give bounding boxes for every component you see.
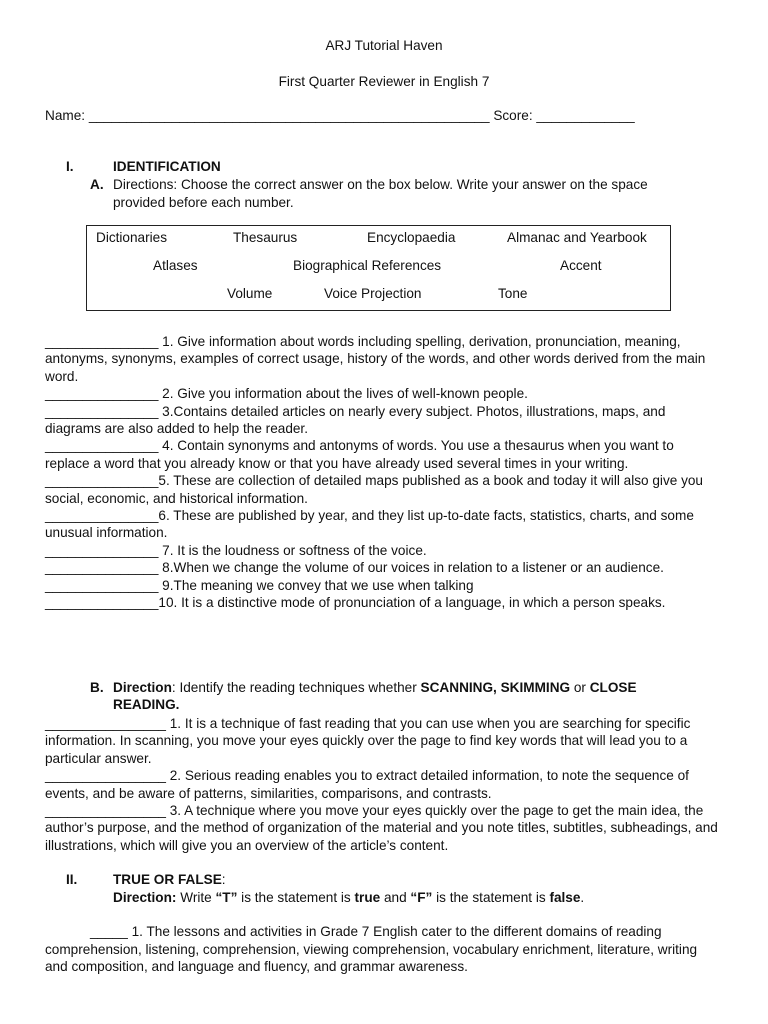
item-text: 7. It is the loudness or softness of the voice. <box>158 542 427 558</box>
list-item <box>45 385 717 402</box>
item-text: 6. These are published by year, and they list up-to-date facts, statistics, charts, and some unusual information. <box>45 508 694 541</box>
choice-item: Dictionaries <box>96 230 168 245</box>
dir-text: Write <box>176 890 216 905</box>
dir-text: and <box>380 890 411 905</box>
item-text: 2. Serious reading enables you to extract detailed information, to note the sequence of events, and be aware of patterns, similarities, comparisons, and contrasts. <box>45 768 689 801</box>
choice-item: Encyclopaedia <box>367 230 456 245</box>
section2-heading: TRUE OR FALSE <box>113 872 222 887</box>
partB-direction-label: Direction <box>113 680 172 695</box>
item-text: 1. It is a technique of fast reading that you can use when you are searching for specific information. In scanning, you move your eyes quickly over the page to find key words that will lead you to a particular answer. <box>45 716 691 766</box>
list-item <box>45 559 717 576</box>
choice-item: Accent <box>560 258 602 273</box>
partB-or: or <box>570 680 590 695</box>
list-item <box>45 577 717 594</box>
item-text: 8.When we change the volume of our voices in relation to a listener or an audience. <box>158 560 664 576</box>
item-text: 10. It is a distinctive mode of pronunciation of a language, in which a person speaks. <box>158 595 666 611</box>
partA-directions-line1: Directions: Choose the correct answer on the box below. Write your answer on the space <box>113 177 648 192</box>
name-score-row <box>45 108 635 123</box>
true-word: true <box>354 890 381 905</box>
partA-letter: A. <box>90 177 104 192</box>
section2-heading-row <box>113 872 226 887</box>
item-text: 3. A technique where you move your eyes quickly over the page to get the main idea, the author’s purpose, and the method of organization of the material and you note titles, subtitles, subheadings, and illustrations, which will give you an overview of the article’s content. <box>45 803 718 853</box>
section2-colon: : <box>221 872 226 887</box>
choice-item: Voice Projection <box>324 286 422 301</box>
answer-blank[interactable]: _______________ <box>45 560 159 576</box>
answer-blank[interactable]: _______________ <box>45 403 159 419</box>
dir-text: . <box>580 890 585 905</box>
partB-option-scanning-skimming: SCANNING, SKIMMING <box>420 680 571 695</box>
answer-blank[interactable]: _______________ <box>45 577 159 593</box>
org-name: ARJ Tutorial Haven <box>325 38 443 53</box>
item-text: 3.Contains detailed articles on nearly every subject. Photos, illustrations, maps, and diagrams are also added to help the reader. <box>45 403 666 437</box>
answer-blank[interactable]: ________________ <box>45 716 166 731</box>
partA-directions-line2: provided before each number. <box>113 195 294 210</box>
list-item <box>45 437 717 472</box>
item-text: 1. Give information about words including spelling, derivation, pronunciation, meaning, antonyms, synonyms, examples of correct usage, history of the words, and other words derived from the main word. <box>45 334 706 384</box>
answer-blank[interactable]: _______________ <box>45 438 159 454</box>
answer-blank[interactable]: _______________ <box>45 334 159 349</box>
section1-heading: IDENTIFICATION <box>113 159 221 174</box>
list-item <box>45 715 725 767</box>
answer-blank[interactable]: _______________ <box>45 473 159 489</box>
dir-text: is the statement is <box>237 890 355 905</box>
score-field[interactable]: _____________ <box>536 108 635 123</box>
answer-blank[interactable]: _____ <box>90 924 128 939</box>
section1-items <box>45 333 717 612</box>
score-label: Score: <box>493 108 533 123</box>
answer-blank[interactable]: _______________ <box>45 508 159 524</box>
item-text: 2. Give you information about the lives of well-known people. <box>158 386 528 402</box>
list-item <box>45 507 717 542</box>
list-item <box>45 333 717 385</box>
choice-item: Tone <box>498 286 528 301</box>
answer-blank[interactable]: _______________ <box>45 542 159 558</box>
choice-item: Atlases <box>153 258 198 273</box>
choice-item: Thesaurus <box>233 230 298 245</box>
false-code: “F” <box>410 890 433 905</box>
page-title: First Quarter Reviewer in English 7 <box>278 74 490 89</box>
list-item <box>45 767 725 802</box>
list-item <box>45 403 717 438</box>
section2-numeral: II. <box>66 872 78 887</box>
partB-directions <box>113 680 637 695</box>
choice-item: Volume <box>227 286 273 301</box>
tf-item <box>45 923 717 976</box>
partB-option-close: CLOSE <box>589 680 637 695</box>
section2-direction-label: Direction: <box>113 890 177 905</box>
false-word: false <box>549 890 581 905</box>
list-item <box>45 542 717 559</box>
choice-item: Almanac and Yearbook <box>507 230 647 245</box>
true-code: “T” <box>215 890 238 905</box>
item-text: 4. Contain synonyms and antonyms of words. You use a thesaurus when you want to replace a word that you already know or that you have already used several times in your writing. <box>45 438 674 471</box>
partB-option-reading: READING. <box>113 697 180 712</box>
list-item <box>45 802 725 854</box>
section2-directions <box>113 890 584 905</box>
item-text: 5. These are collection of detailed maps published as a book and today it will also give you social, economic, and historical information. <box>45 473 703 506</box>
answer-blank[interactable]: ________________ <box>45 768 166 784</box>
answer-blank[interactable]: _______________ <box>45 595 159 611</box>
item-text: 9.The meaning we convey that we use when talking <box>158 577 474 593</box>
answer-blank[interactable]: _______________ <box>45 386 159 402</box>
dir-text: is the statement is <box>432 890 550 905</box>
name-field[interactable]: _____________________________________________________ <box>88 108 490 123</box>
list-item <box>45 594 717 611</box>
answer-choices-box <box>86 225 671 311</box>
partB-letter: B. <box>90 680 104 695</box>
name-label: Name: <box>45 108 86 123</box>
answer-blank[interactable]: ________________ <box>45 803 166 819</box>
partB-items <box>45 715 725 854</box>
list-item <box>45 472 717 507</box>
item-text: 1. The lessons and activities in Grade 7 English cater to the different domains of reading comprehension, listening, comprehension, viewing comprehension, vocabulary enrichment, literature, writing and composition, and language and fluency, and grammar awareness. <box>45 924 698 975</box>
section1-numeral: I. <box>66 159 74 174</box>
partB-direction-text: : Identify the reading techniques whether <box>171 680 421 695</box>
choice-item: Biographical References <box>293 258 442 273</box>
